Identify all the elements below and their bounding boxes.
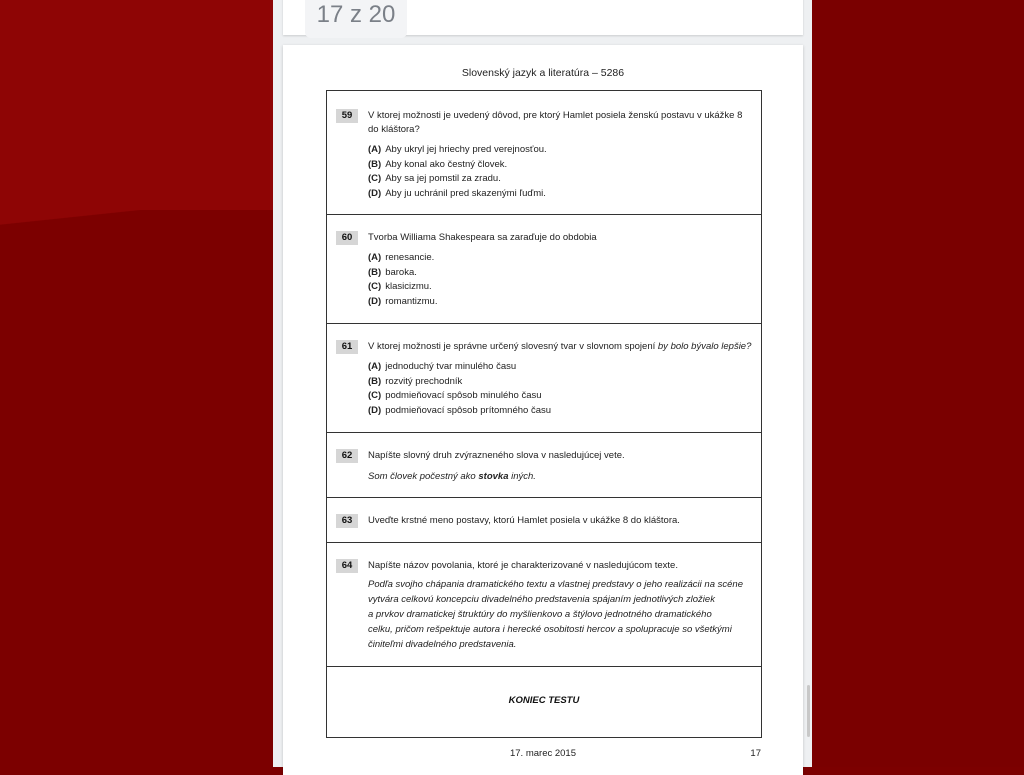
document-page (283, 45, 803, 775)
question-62 (327, 433, 761, 498)
question-60 (327, 215, 761, 324)
question-text: V ktorej možnosti je uvedený dôvod, pre ktorý Hamlet posiela ženskú postavu v ukážke 8 do kláštora? (368, 110, 743, 135)
scrollbar[interactable] (807, 685, 810, 737)
option-c: (C) podmieňovací spôsob minulého času (368, 390, 542, 401)
question-59 (327, 91, 761, 215)
quote-paragraph (368, 577, 747, 652)
quote-line: vytvára celkovú koncepciu divadelného predstavenia spájaním jednotlivých zložiek (368, 594, 715, 605)
option-d: (D) Aby ju uchránil pred skazenými ľuďmi. (368, 187, 546, 199)
question-61 (327, 324, 761, 433)
page-counter: 17 z 20 (305, 0, 407, 38)
question-number: 63 (336, 514, 358, 528)
question-text: Uveďte krstné meno postavy, ktorú Hamlet posiela v ukážke 8 do kláštora. (368, 515, 680, 526)
option-a: (A) Aby ukryl jej hriechy pred verejnosťou. (368, 144, 547, 155)
quote-line: činiteľmi divadelného predstavenia. (368, 639, 517, 650)
question-text: Napíšte názov povolania, ktoré je charakterizované v nasledujúcom texte. (368, 560, 678, 571)
question-63 (327, 498, 761, 543)
background-wedge (0, 190, 273, 230)
question-text: V ktorej možnosti je správne určený slovesný tvar v slovnom spojení by bolo bývalo lepšie? (368, 341, 752, 352)
question-number: 64 (336, 559, 358, 573)
option-b: (B) rozvitý prechodník (368, 375, 463, 387)
option-b: (B) Aby konal ako čestný človek. (368, 158, 508, 170)
footer-page-number: 17 (750, 748, 761, 759)
option-a: (A) jednoduchý tvar minulého času (368, 361, 517, 372)
quote-line: Podľa svojho chápania dramatického textu a vlastnej predstavy o jeho realizácii na scéne (368, 579, 743, 590)
option-d: (D) podmieňovací spôsob prítomného času (368, 404, 552, 416)
question-number: 62 (336, 449, 358, 463)
option-d: (D) romantizmu. (368, 295, 438, 307)
question-64 (327, 543, 761, 667)
example-sentence: Som človek počestný ako stovka iných. (368, 471, 536, 482)
option-b: (B) baroka. (368, 266, 417, 278)
document-viewer[interactable] (273, 0, 812, 767)
question-text: Napíšte slovný druh zvýrazneného slova v nasledujúcej vete. (368, 450, 625, 461)
end-section (327, 667, 761, 737)
questions-box (326, 90, 762, 738)
footer-date: 17. marec 2015 (509, 748, 576, 759)
quote-line: celku, pričom rešpektuje autora i herecké osobitosti hercov a spolupracuje so všetkými (368, 624, 732, 635)
option-c: (C) klasicizmu. (368, 281, 432, 292)
background-panel (0, 0, 273, 210)
question-number: 60 (336, 231, 358, 245)
question-number: 59 (336, 109, 358, 123)
background-right (811, 0, 1024, 767)
option-c: (C) Aby sa jej pomstil za zradu. (368, 173, 501, 184)
option-a: (A) renesancie. (368, 252, 435, 263)
question-text: Tvorba Williama Shakespeara sa zaraďuje do obdobia (368, 232, 597, 243)
question-number: 61 (336, 340, 358, 354)
end-text: KONIEC TESTU (508, 695, 580, 706)
page-header: Slovenský jazyk a literatúra – 5286 (461, 67, 625, 79)
quote-line: a prvkov dramatickej štruktúry do myšlienkovo a štýlovo jednotného dramatického (368, 609, 712, 620)
